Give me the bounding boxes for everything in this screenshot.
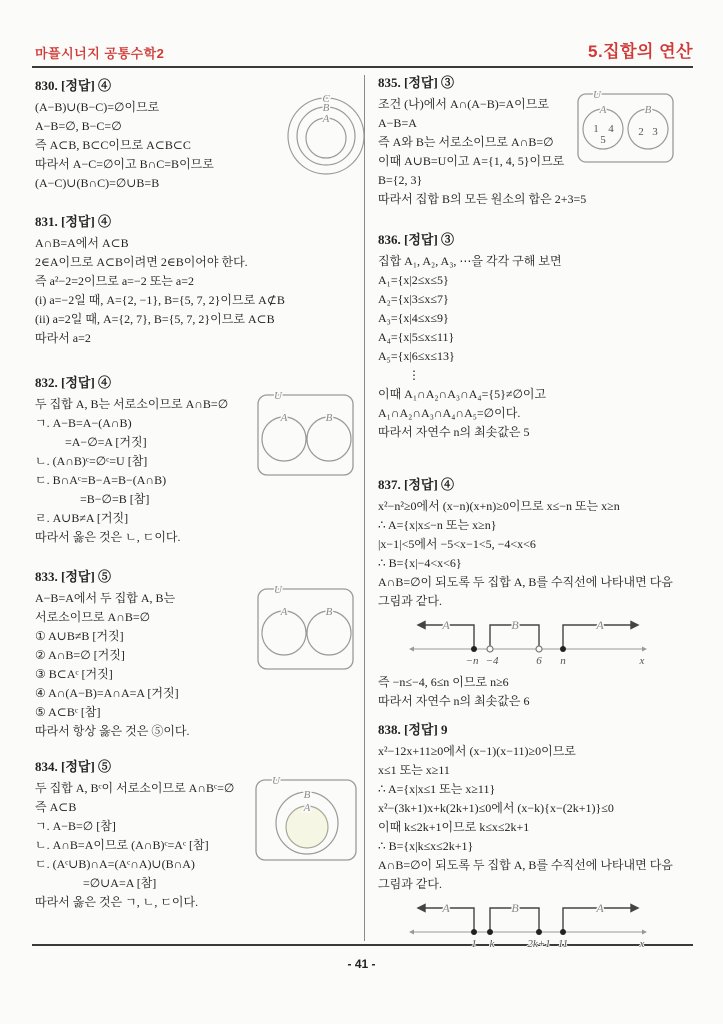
solution-line: 즉 A⊂B, B⊂C이므로 A⊂B⊂C [35,138,191,152]
set-label-a: A [280,606,288,618]
chapter-title: 5.집합의 연산 [587,42,693,61]
solution-line: B={2, 3} [378,173,423,187]
solution-line: ∴ A={x|x≤1 또는 x≥11} [378,782,496,796]
solution-837 [378,475,702,711]
element-5: 5 [600,134,606,146]
solution-line: x²−12x+11≥0에서 (x−1)(x−11)≥0이므로 [378,744,576,758]
solution-line: ∴ A={x|x≤−n 또는 x≥n} [378,518,497,532]
solution-line: 이때 A∪B=U이고 A={1, 4, 5}이므로 [378,154,565,168]
solution-line: A∩B=∅이 되도록 두 집합 A, B를 수직선에 나타내면 다음 [378,575,673,589]
venn-diagram-832 [256,388,356,482]
solution-line: 즉 a²−2=2이므로 a=−2 또는 a=2 [35,274,194,288]
solution-line: (A−B)∪(B−C)=∅이므로 [35,100,160,114]
solution-line: A₄={x|5≤x≤11} [378,330,455,344]
solution-line: ㄱ. A−B=∅ [참] [35,819,116,833]
solution-line: 조건 (나)에서 A∩(A−B)=A이므로 [378,97,549,111]
solution-line: 이때 k≤2k+1이므로 k≤x≤2k+1 [378,820,530,834]
page-number: - 41 - [347,957,376,971]
solution-line: (i) a=−2일 때, A={2, −1}, B={5, 7, 2}이므로 A⊄B [35,293,285,307]
solution-line: 그림과 같다. [378,877,442,891]
solution-line: x²−n²≥0에서 (x−n)(x+n)≥0이므로 x≤−n 또는 x≥n [378,499,620,513]
solution-lines [378,252,702,442]
solution-line: =∅∪A=A [참] [35,876,157,890]
element-2: 2 [638,126,644,138]
tick-label: 2k+1 [527,938,551,950]
solution-line: 따라서 집합 B의 모든 원소의 합은 2+3=5 [378,192,587,206]
solution-line: ∴ B={x|k≤x≤2k+1} [378,839,474,853]
solution-line: A₅={x|6≤x≤13} [378,349,455,363]
solution-line: ㄷ. B∩Aᶜ=B−A=B−(A∩B) [35,473,167,487]
solution-line: A∩B=∅이 되도록 두 집합 A, B를 수직선에 나타내면 다음 [378,858,673,872]
venn-diagram-835 [576,88,676,168]
solution-line: ㄴ. A∩B=A이므로 (A∩B)ᶜ=Aᶜ [참] [35,838,209,852]
tick-label: −n [465,655,479,667]
set-label-b: B [303,789,311,801]
segment-label-b: B [511,901,519,915]
solution-838 [378,720,702,952]
solution-line: A−B=A에서 두 집합 A, B는 [35,591,176,605]
axis-label-x: x [639,655,645,667]
segment-label-a-left: A [442,901,450,915]
column-divider [364,75,365,941]
solution-line: 따라서 A−C=∅이고 B∩C=B이므로 [35,157,214,171]
solution-title: 833. [정답] ⑤ [35,569,112,584]
segment-label-a-right: A [596,618,604,632]
venn-diagram-833 [256,582,356,676]
solution-line: A₂={x|3≤x≤7} [378,292,449,306]
solution-line: 집합 A₁, A₂, A₃, ⋯을 각각 구해 보면 [378,254,562,268]
universe-label: U [272,775,280,787]
solution-line: ③ B⊂Aᶜ [거짓] [35,667,113,681]
solution-line: ㄹ. A∪B≠A [거짓] [35,511,129,525]
solution-line: 두 집합 A, B는 서로소이므로 A∩B=∅ [35,397,229,411]
tick-label: n [560,655,566,667]
solution-line: ㄴ. (A∩B)ᶜ=∅ᶜ=U [참] [35,454,148,468]
solution-line: 따라서 항상 옳은 것은 ⑤이다. [35,724,190,738]
solution-line: 따라서 자연수 n의 최솟값은 6 [378,694,530,708]
solution-title: 838. [정답] 9 [378,722,448,737]
solution-line: ㄱ. A−B=A−(A∩B) [35,416,132,430]
set-label-b: B [325,412,333,424]
solution-line: 따라서 옳은 것은 ㄱ, ㄴ, ㄷ이다. [35,895,199,909]
tick-label: −4 [485,655,499,667]
universe-label: U [593,89,601,101]
solution-831 [35,212,359,348]
set-label-a: A [280,412,288,424]
solution-line: ⋮ [378,368,420,382]
number-line-diagram-837 [404,615,654,669]
solution-lines [378,673,702,711]
element-3: 3 [652,126,658,138]
solution-line: A₁={x|2≤x≤5} [378,273,449,287]
solution-line: (A−C)∪(B∩C)=∅∪B=B [35,176,160,190]
solution-line: 따라서 a=2 [35,331,91,345]
solution-title: 834. [정답] ⑤ [35,759,112,774]
solution-line: x²−(3k+1)x+k(2k+1)≤0에서 (x−k){x−(2k+1)}≤0 [378,801,614,815]
solution-836 [378,230,702,442]
solution-lines [35,234,359,348]
tick-label: 11 [557,938,569,950]
solution-line: ② A∩B=∅ [거짓] [35,648,125,662]
solution-line: ⑤ A⊂Bᶜ [참] [35,705,101,719]
solution-line: (ii) a=2일 때, A={2, 7}, B={5, 7, 2}이므로 A⊂B [35,312,275,326]
header-rule [32,66,693,68]
universe-label: U [274,584,282,596]
solution-title: 836. [정답] ③ [378,232,455,247]
solution-line: 즉 −n≤−4, 6≤n 이므로 n≥6 [378,675,509,689]
solution-line: =B−∅=B [참] [35,492,150,506]
solution-title: 837. [정답] ④ [378,477,455,492]
solution-line: 따라서 옳은 것은 ㄴ, ㄷ이다. [35,530,181,544]
solution-lines [378,742,702,894]
solution-line: A₁∩A₂∩A₃∩A₄∩A₅=∅이다. [378,406,521,420]
solution-line: A−B=A [378,116,417,130]
solution-line: A−B=∅, B−C=∅ [35,119,122,133]
solution-line: ∴ B={x|−4<x<6} [378,556,462,570]
solution-line: A∩B=A에서 A⊂B [35,236,129,250]
segment-label-a-right: A [596,901,604,915]
solution-line: 즉 A와 B는 서로소이므로 A∩B=∅ [378,135,554,149]
venn-diagram-834 [254,773,360,867]
set-label-c: C [322,93,330,105]
solution-line: 2∈A이므로 A⊂B이려면 2∈B이어야 한다. [35,255,248,269]
solution-line: x≤1 또는 x≥11 [378,763,450,777]
solution-line: 서로소이므로 A∩B=∅ [35,610,151,624]
set-label-a: A [322,113,330,125]
tick-label: k [489,938,495,950]
solution-line: ㄷ. (Aᶜ∪B)∩A=(Aᶜ∩A)∪(B∩A) [35,857,195,871]
solution-lines [378,497,702,611]
solution-line: 즉 A⊂B [35,800,77,814]
solution-line: 그림과 같다. [378,594,442,608]
set-label-a: A [599,104,607,116]
axis-label-x: x [639,938,645,950]
solution-line: ① A∪B≠B [거짓] [35,629,124,643]
segment-label-a-left: A [442,618,450,632]
solution-line: A₃={x|4≤x≤9} [378,311,449,325]
segment-label-b: B [511,618,519,632]
element-1: 1 [593,123,599,135]
solution-line: ④ A∩(A−B)=A∩A=A [거짓] [35,686,179,700]
solution-line: |x−1|<5에서 −5<x−1<5, −4<x<6 [378,537,536,551]
set-label-b: B [325,606,333,618]
solution-title: 830. [정답] ④ [35,78,112,93]
set-label-a: A [303,802,311,814]
solution-line: 따라서 자연수 n의 최솟값은 5 [378,425,530,439]
element-4: 4 [608,123,614,135]
solution-title: 832. [정답] ④ [35,375,112,390]
set-label-b: B [644,104,652,116]
number-line-diagram-838 [404,898,654,952]
universe-label: U [274,390,282,402]
venn-diagram-830 [280,84,372,180]
tick-label: 1 [471,938,477,950]
solution-line: 두 집합 A, Bᶜ이 서로소이므로 A∩Bᶜ=∅ [35,781,235,795]
book-title: 마플시너지 공통수학2 [35,46,165,61]
solution-line: 이때 A₁∩A₂∩A₃∩A₄={5}≠∅이고 [378,387,547,401]
solution-line: =A−∅=A [거짓] [35,435,147,449]
tick-label: 6 [536,655,542,667]
set-label-b: B [322,102,330,114]
solution-title: 831. [정답] ④ [35,214,112,229]
solution-title: 835. [정답] ③ [378,75,455,90]
